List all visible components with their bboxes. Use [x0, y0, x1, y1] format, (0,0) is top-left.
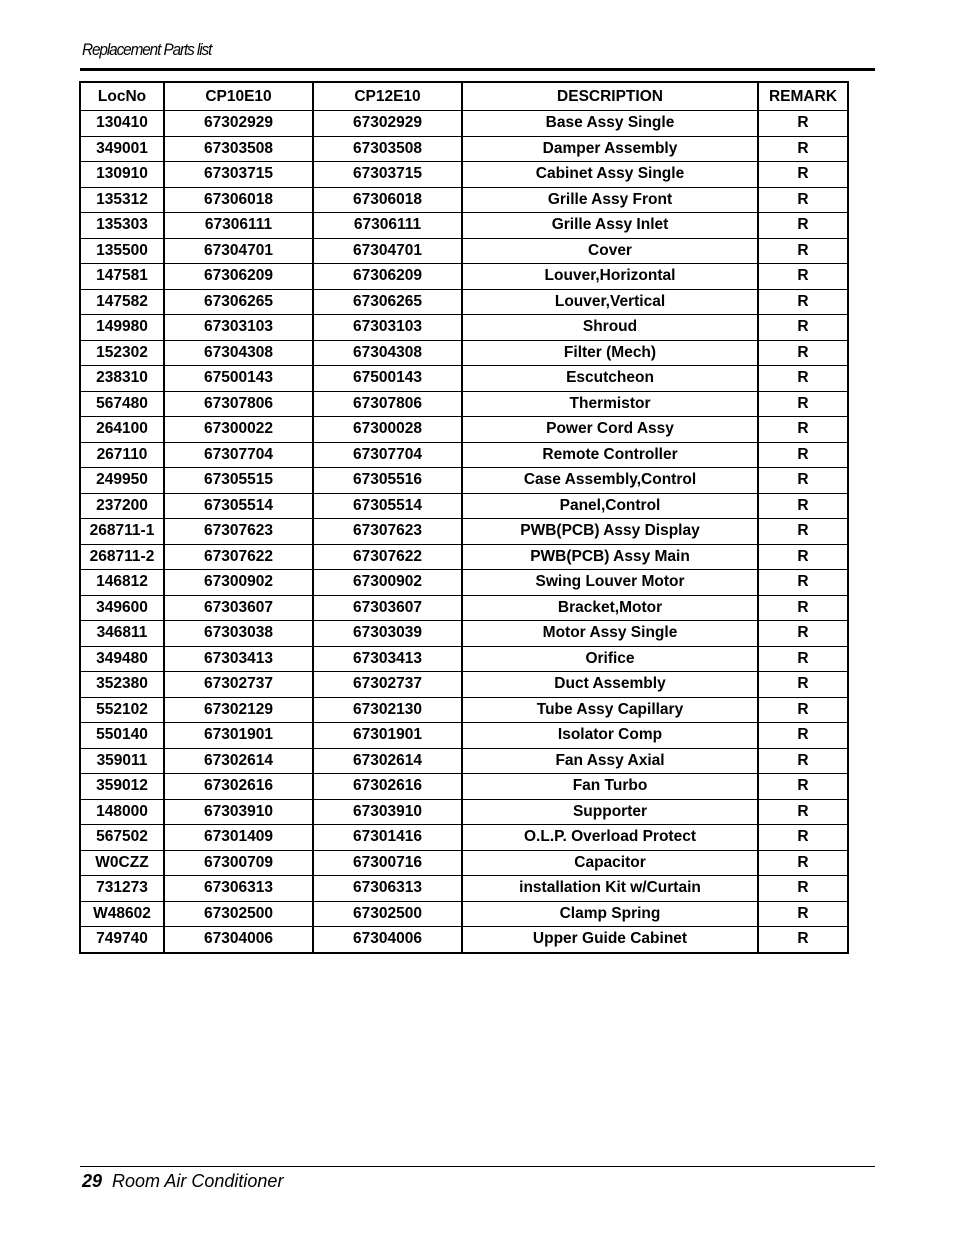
- cell-description: Supporter: [462, 799, 758, 825]
- cell-remark: R: [758, 519, 848, 545]
- cell-description: Thermistor: [462, 391, 758, 417]
- cell-locno: 731273: [80, 876, 164, 902]
- cell-cp10e10: 67304006: [164, 927, 313, 953]
- table-row: [80, 493, 848, 519]
- cell-cp10e10: 67303413: [164, 646, 313, 672]
- cell-locno: 359012: [80, 774, 164, 800]
- cell-description: Swing Louver Motor: [462, 570, 758, 596]
- cell-cp10e10: 67300709: [164, 850, 313, 876]
- cell-locno: W48602: [80, 901, 164, 927]
- table-row: [80, 799, 848, 825]
- cell-cp12e10: 67306209: [313, 264, 462, 290]
- table-row: [80, 187, 848, 213]
- header-divider: [80, 68, 875, 71]
- cell-description: Case Assembly,Control: [462, 468, 758, 494]
- cell-remark: R: [758, 748, 848, 774]
- cell-cp10e10: 67302737: [164, 672, 313, 698]
- table-row: [80, 825, 848, 851]
- page-footer: [82, 1171, 283, 1192]
- table-row: [80, 850, 848, 876]
- table-row: [80, 136, 848, 162]
- table-row: [80, 774, 848, 800]
- column-header-description: DESCRIPTION: [462, 82, 758, 111]
- cell-cp10e10: 67307622: [164, 544, 313, 570]
- cell-cp12e10: 67303413: [313, 646, 462, 672]
- cell-remark: R: [758, 697, 848, 723]
- cell-locno: 349480: [80, 646, 164, 672]
- cell-cp12e10: 67304006: [313, 927, 462, 953]
- cell-description: Motor Assy Single: [462, 621, 758, 647]
- cell-cp10e10: 67303607: [164, 595, 313, 621]
- cell-cp10e10: 67306313: [164, 876, 313, 902]
- cell-cp12e10: 67306265: [313, 289, 462, 315]
- cell-cp12e10: 67303715: [313, 162, 462, 188]
- column-header-remark: REMARK: [758, 82, 848, 111]
- cell-cp10e10: 67306209: [164, 264, 313, 290]
- cell-cp10e10: 67303910: [164, 799, 313, 825]
- cell-cp10e10: 67307806: [164, 391, 313, 417]
- cell-cp12e10: 67302737: [313, 672, 462, 698]
- cell-cp12e10: 67303508: [313, 136, 462, 162]
- cell-description: PWB(PCB) Assy Main: [462, 544, 758, 570]
- cell-cp12e10: 67500143: [313, 366, 462, 392]
- table-body: [80, 111, 848, 953]
- table-row: [80, 264, 848, 290]
- cell-remark: R: [758, 468, 848, 494]
- cell-locno: 146812: [80, 570, 164, 596]
- cell-description: Upper Guide Cabinet: [462, 927, 758, 953]
- cell-remark: R: [758, 289, 848, 315]
- cell-cp12e10: 67303103: [313, 315, 462, 341]
- table-row: [80, 748, 848, 774]
- cell-locno: 135303: [80, 213, 164, 239]
- cell-remark: R: [758, 799, 848, 825]
- cell-remark: R: [758, 111, 848, 137]
- cell-locno: 130410: [80, 111, 164, 137]
- cell-remark: R: [758, 570, 848, 596]
- cell-locno: 359011: [80, 748, 164, 774]
- cell-cp10e10: 67301901: [164, 723, 313, 749]
- table-row: [80, 646, 848, 672]
- table-row: [80, 621, 848, 647]
- cell-remark: R: [758, 595, 848, 621]
- cell-remark: R: [758, 876, 848, 902]
- cell-cp12e10: 67301416: [313, 825, 462, 851]
- cell-cp12e10: 67306313: [313, 876, 462, 902]
- cell-remark: R: [758, 340, 848, 366]
- table-row: [80, 595, 848, 621]
- table-row: [80, 876, 848, 902]
- cell-remark: R: [758, 136, 848, 162]
- cell-cp12e10: 67300902: [313, 570, 462, 596]
- cell-remark: R: [758, 417, 848, 443]
- cell-cp12e10: 67300028: [313, 417, 462, 443]
- cell-locno: 552102: [80, 697, 164, 723]
- cell-description: PWB(PCB) Assy Display: [462, 519, 758, 545]
- cell-cp10e10: 67303508: [164, 136, 313, 162]
- table-header-row: [80, 82, 848, 111]
- cell-locno: 349001: [80, 136, 164, 162]
- cell-locno: 237200: [80, 493, 164, 519]
- table-row: [80, 901, 848, 927]
- cell-locno: 135312: [80, 187, 164, 213]
- cell-description: Tube Assy Capillary: [462, 697, 758, 723]
- cell-cp10e10: 67302129: [164, 697, 313, 723]
- table-row: [80, 340, 848, 366]
- cell-cp10e10: 67305515: [164, 468, 313, 494]
- cell-locno: 147582: [80, 289, 164, 315]
- cell-description: installation Kit w/Curtain: [462, 876, 758, 902]
- cell-remark: R: [758, 646, 848, 672]
- cell-locno: 268711-1: [80, 519, 164, 545]
- cell-locno: 349600: [80, 595, 164, 621]
- cell-description: Bracket,Motor: [462, 595, 758, 621]
- cell-cp12e10: 67301901: [313, 723, 462, 749]
- cell-remark: R: [758, 238, 848, 264]
- table-row: [80, 697, 848, 723]
- table-row: [80, 544, 848, 570]
- cell-locno: 268711-2: [80, 544, 164, 570]
- cell-description: Power Cord Assy: [462, 417, 758, 443]
- cell-locno: 249950: [80, 468, 164, 494]
- cell-locno: 567480: [80, 391, 164, 417]
- cell-description: Cabinet Assy Single: [462, 162, 758, 188]
- table-row: [80, 238, 848, 264]
- footer-title: Room Air Conditioner: [112, 1171, 284, 1191]
- cell-description: O.L.P. Overload Protect: [462, 825, 758, 851]
- cell-remark: R: [758, 315, 848, 341]
- cell-remark: R: [758, 162, 848, 188]
- cell-cp12e10: 67307704: [313, 442, 462, 468]
- cell-remark: R: [758, 850, 848, 876]
- cell-cp10e10: 67301409: [164, 825, 313, 851]
- cell-description: Clamp Spring: [462, 901, 758, 927]
- cell-cp12e10: 67302500: [313, 901, 462, 927]
- cell-description: Shroud: [462, 315, 758, 341]
- cell-cp12e10: 67300716: [313, 850, 462, 876]
- cell-cp12e10: 67303607: [313, 595, 462, 621]
- cell-cp12e10: 67305514: [313, 493, 462, 519]
- cell-locno: 130910: [80, 162, 164, 188]
- table-row: [80, 417, 848, 443]
- cell-cp12e10: 67302614: [313, 748, 462, 774]
- cell-remark: R: [758, 264, 848, 290]
- table-row: [80, 162, 848, 188]
- cell-locno: 147581: [80, 264, 164, 290]
- table-row: [80, 391, 848, 417]
- cell-description: Grille Assy Inlet: [462, 213, 758, 239]
- table-row: [80, 519, 848, 545]
- cell-cp10e10: 67303103: [164, 315, 313, 341]
- cell-cp10e10: 67302500: [164, 901, 313, 927]
- cell-description: Louver,Horizontal: [462, 264, 758, 290]
- cell-description: Grille Assy Front: [462, 187, 758, 213]
- cell-remark: R: [758, 213, 848, 239]
- cell-remark: R: [758, 493, 848, 519]
- cell-cp10e10: 67302614: [164, 748, 313, 774]
- cell-cp12e10: 67302616: [313, 774, 462, 800]
- cell-cp10e10: 67307704: [164, 442, 313, 468]
- cell-remark: R: [758, 825, 848, 851]
- page-number: 29: [82, 1171, 103, 1191]
- cell-cp10e10: 67307623: [164, 519, 313, 545]
- cell-locno: 567502: [80, 825, 164, 851]
- table-row: [80, 570, 848, 596]
- cell-locno: 152302: [80, 340, 164, 366]
- cell-remark: R: [758, 442, 848, 468]
- table-row: [80, 442, 848, 468]
- cell-remark: R: [758, 621, 848, 647]
- table-row: [80, 723, 848, 749]
- footer-divider: [80, 1166, 875, 1167]
- cell-locno: 148000: [80, 799, 164, 825]
- cell-cp10e10: 67304701: [164, 238, 313, 264]
- cell-description: Base Assy Single: [462, 111, 758, 137]
- cell-description: Remote Controller: [462, 442, 758, 468]
- cell-remark: R: [758, 544, 848, 570]
- cell-locno: 267110: [80, 442, 164, 468]
- cell-cp12e10: 67302929: [313, 111, 462, 137]
- cell-remark: R: [758, 901, 848, 927]
- cell-cp10e10: 67300902: [164, 570, 313, 596]
- cell-description: Fan Turbo: [462, 774, 758, 800]
- cell-cp10e10: 67305514: [164, 493, 313, 519]
- cell-description: Escutcheon: [462, 366, 758, 392]
- cell-remark: R: [758, 187, 848, 213]
- table-row: [80, 468, 848, 494]
- cell-cp10e10: 67302929: [164, 111, 313, 137]
- cell-cp12e10: 67307622: [313, 544, 462, 570]
- cell-cp12e10: 67307623: [313, 519, 462, 545]
- cell-locno: 135500: [80, 238, 164, 264]
- replacement-parts-table: [79, 81, 849, 954]
- cell-description: Louver,Vertical: [462, 289, 758, 315]
- cell-cp10e10: 67300022: [164, 417, 313, 443]
- column-header-cp12e10: CP12E10: [313, 82, 462, 111]
- cell-cp12e10: 67302130: [313, 697, 462, 723]
- cell-cp10e10: 67304308: [164, 340, 313, 366]
- cell-cp10e10: 67302616: [164, 774, 313, 800]
- cell-description: Fan Assy Axial: [462, 748, 758, 774]
- cell-description: Panel,Control: [462, 493, 758, 519]
- table-row: [80, 366, 848, 392]
- cell-description: Isolator Comp: [462, 723, 758, 749]
- cell-remark: R: [758, 927, 848, 953]
- table-row: [80, 111, 848, 137]
- cell-remark: R: [758, 391, 848, 417]
- column-header-cp10e10: CP10E10: [164, 82, 313, 111]
- table-row: [80, 289, 848, 315]
- table-row: [80, 672, 848, 698]
- cell-remark: R: [758, 366, 848, 392]
- cell-cp10e10: 67306018: [164, 187, 313, 213]
- cell-cp10e10: 67306265: [164, 289, 313, 315]
- cell-locno: 346811: [80, 621, 164, 647]
- column-header-locno: LocNo: [80, 82, 164, 111]
- cell-description: Filter (Mech): [462, 340, 758, 366]
- cell-cp10e10: 67306111: [164, 213, 313, 239]
- cell-cp10e10: 67303715: [164, 162, 313, 188]
- cell-cp12e10: 67303910: [313, 799, 462, 825]
- cell-description: Duct Assembly: [462, 672, 758, 698]
- cell-locno: 352380: [80, 672, 164, 698]
- cell-cp10e10: 67303038: [164, 621, 313, 647]
- table-row: [80, 213, 848, 239]
- cell-description: Damper Assembly: [462, 136, 758, 162]
- cell-cp12e10: 67305516: [313, 468, 462, 494]
- cell-cp12e10: 67306018: [313, 187, 462, 213]
- cell-cp12e10: 67303039: [313, 621, 462, 647]
- cell-cp10e10: 67500143: [164, 366, 313, 392]
- cell-locno: 238310: [80, 366, 164, 392]
- cell-locno: 149980: [80, 315, 164, 341]
- cell-remark: R: [758, 723, 848, 749]
- table-row: [80, 927, 848, 953]
- cell-locno: 550140: [80, 723, 164, 749]
- cell-cp12e10: 67304701: [313, 238, 462, 264]
- cell-cp12e10: 67307806: [313, 391, 462, 417]
- cell-locno: 749740: [80, 927, 164, 953]
- cell-cp12e10: 67304308: [313, 340, 462, 366]
- cell-remark: R: [758, 774, 848, 800]
- cell-description: Orifice: [462, 646, 758, 672]
- cell-remark: R: [758, 672, 848, 698]
- table-row: [80, 315, 848, 341]
- cell-cp12e10: 67306111: [313, 213, 462, 239]
- cell-description: Cover: [462, 238, 758, 264]
- page-header-title: Replacement Parts list: [82, 40, 212, 59]
- cell-locno: W0CZZ: [80, 850, 164, 876]
- cell-locno: 264100: [80, 417, 164, 443]
- cell-description: Capacitor: [462, 850, 758, 876]
